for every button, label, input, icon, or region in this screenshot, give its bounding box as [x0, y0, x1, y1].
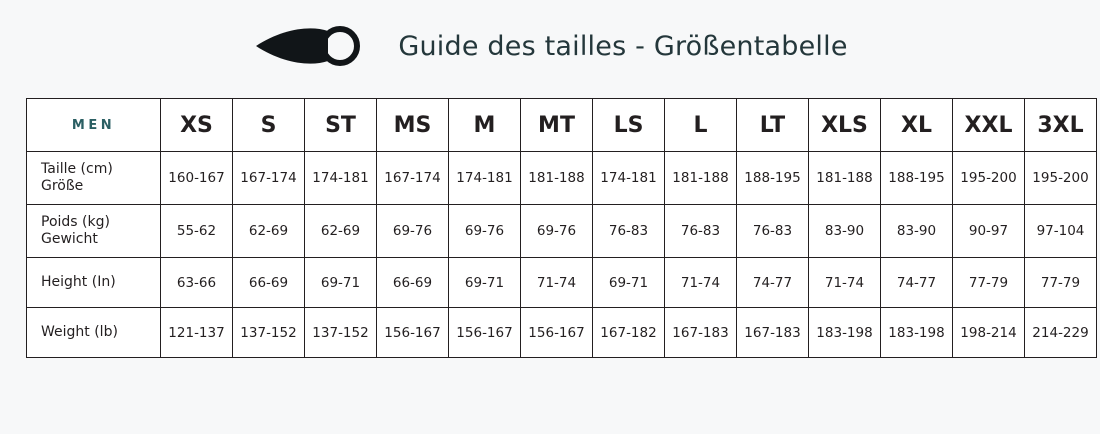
cell-weight-lb-xs: 121-137	[161, 308, 233, 358]
cell-height-cm-xl: 188-195	[881, 152, 953, 205]
table-header-row	[27, 99, 1097, 152]
cell-weight-lb-xxl: 198-214	[953, 308, 1025, 358]
column-header-3xl: 3XL	[1025, 99, 1097, 152]
cell-height-in-xs: 63-66	[161, 258, 233, 308]
cell-weight-kg-mt: 69-76	[521, 205, 593, 258]
column-header-xls: XLS	[809, 99, 881, 152]
cell-height-cm-l: 181-188	[665, 152, 737, 205]
row-label-line1: Taille (cm)	[41, 160, 113, 177]
column-header-xl: XL	[881, 99, 953, 152]
cell-weight-kg-st: 62-69	[305, 205, 377, 258]
column-header-ms: MS	[377, 99, 449, 152]
cell-weight-kg-lt: 76-83	[737, 205, 809, 258]
size-table-container	[26, 98, 1089, 358]
cell-height-in-xl: 74-77	[881, 258, 953, 308]
cell-height-cm-xs: 160-167	[161, 152, 233, 205]
cell-height-in-m: 69-71	[449, 258, 521, 308]
cell-height-cm-lt: 188-195	[737, 152, 809, 205]
column-header-m: M	[449, 99, 521, 152]
cell-weight-lb-xls: 183-198	[809, 308, 881, 358]
cell-weight-kg-xl: 83-90	[881, 205, 953, 258]
cell-weight-lb-3xl: 214-229	[1025, 308, 1097, 358]
cell-height-cm-st: 174-181	[305, 152, 377, 205]
column-header-s: S	[233, 99, 305, 152]
cell-weight-lb-st: 137-152	[305, 308, 377, 358]
cell-height-cm-mt: 181-188	[521, 152, 593, 205]
row-label-height-in	[27, 258, 161, 308]
row-label-line1: Poids (kg)	[41, 213, 110, 230]
cell-weight-lb-mt: 156-167	[521, 308, 593, 358]
column-header-mt: MT	[521, 99, 593, 152]
cell-weight-kg-s: 62-69	[233, 205, 305, 258]
row-label-line1: Weight (lb)	[41, 323, 118, 340]
row-label-weight-kg	[27, 205, 161, 258]
column-header-ls: LS	[593, 99, 665, 152]
cell-weight-lb-lt: 167-183	[737, 308, 809, 358]
table-row	[27, 258, 1097, 308]
row-label-line2: Größe	[41, 178, 84, 194]
cell-weight-kg-xls: 83-90	[809, 205, 881, 258]
cell-weight-lb-ls: 167-182	[593, 308, 665, 358]
size-table	[26, 98, 1097, 358]
column-header-st: ST	[305, 99, 377, 152]
cell-weight-kg-m: 69-76	[449, 205, 521, 258]
page-header	[0, 0, 1100, 92]
cell-height-in-ms: 66-69	[377, 258, 449, 308]
cell-weight-lb-m: 156-167	[449, 308, 521, 358]
cell-height-in-xls: 71-74	[809, 258, 881, 308]
cell-height-cm-xls: 181-188	[809, 152, 881, 205]
table-row	[27, 152, 1097, 205]
table-row	[27, 205, 1097, 258]
page-title: Guide des tailles - Größentabelle	[398, 30, 848, 62]
column-header-xs: XS	[161, 99, 233, 152]
cell-height-cm-s: 167-174	[233, 152, 305, 205]
teardrop-ring-logo-icon	[252, 23, 372, 69]
cell-weight-lb-l: 167-183	[665, 308, 737, 358]
cell-weight-kg-3xl: 97-104	[1025, 205, 1097, 258]
row-label-line1: Height (In)	[41, 273, 116, 290]
row-label-weight-lb	[27, 308, 161, 358]
cell-weight-lb-s: 137-152	[233, 308, 305, 358]
row-label-height-cm	[27, 152, 161, 205]
cell-height-cm-ms: 167-174	[377, 152, 449, 205]
table-corner-label: MEN	[27, 99, 161, 152]
cell-height-in-ls: 69-71	[593, 258, 665, 308]
cell-height-cm-ls: 174-181	[593, 152, 665, 205]
table-row	[27, 308, 1097, 358]
cell-height-in-s: 66-69	[233, 258, 305, 308]
cell-weight-kg-ms: 69-76	[377, 205, 449, 258]
cell-weight-lb-ms: 156-167	[377, 308, 449, 358]
cell-height-in-lt: 74-77	[737, 258, 809, 308]
column-header-l: L	[665, 99, 737, 152]
cell-weight-kg-ls: 76-83	[593, 205, 665, 258]
row-label-line2: Gewicht	[41, 231, 98, 247]
column-header-lt: LT	[737, 99, 809, 152]
cell-weight-kg-xxl: 90-97	[953, 205, 1025, 258]
cell-height-in-st: 69-71	[305, 258, 377, 308]
cell-height-in-l: 71-74	[665, 258, 737, 308]
cell-height-in-mt: 71-74	[521, 258, 593, 308]
cell-height-in-3xl: 77-79	[1025, 258, 1097, 308]
cell-weight-kg-xs: 55-62	[161, 205, 233, 258]
cell-height-cm-3xl: 195-200	[1025, 152, 1097, 205]
cell-weight-lb-xl: 183-198	[881, 308, 953, 358]
cell-height-cm-m: 174-181	[449, 152, 521, 205]
column-header-xxl: XXL	[953, 99, 1025, 152]
cell-weight-kg-l: 76-83	[665, 205, 737, 258]
cell-height-in-xxl: 77-79	[953, 258, 1025, 308]
cell-height-cm-xxl: 195-200	[953, 152, 1025, 205]
